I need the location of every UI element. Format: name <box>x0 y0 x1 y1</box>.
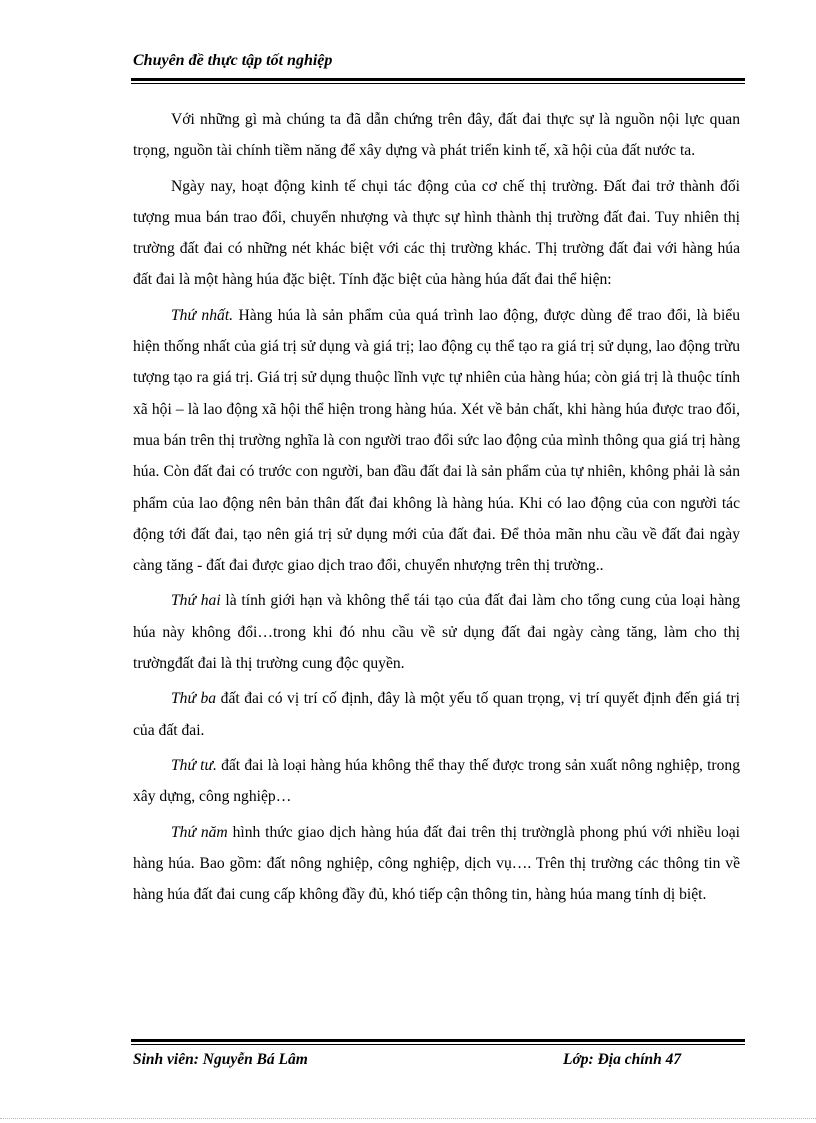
page-footer <box>131 1051 745 1075</box>
paragraph <box>133 171 740 296</box>
paragraph-text: hình thức giao dịch hàng húa đất đai trên thị trườnglà phong phú với nhiều loại hàng húa. Bao gồm: đất nông nghiệp, công nghiệp, dịch vụ…. Trên thị trường các thông tin về hàng húa đất đai cung cấp không đầy đủ, khó tiếp cận thông tin, hàng húa mang tính dị biệt. <box>133 823 740 904</box>
paragraph-text: đất đai là loại hàng húa không thể thay thế được trong sản xuất nông nghiệp, trong xây dựng, công nghiệp… <box>133 756 741 806</box>
paragraph-lead: Thứ nhất. <box>171 306 234 324</box>
paragraph <box>133 585 740 679</box>
paragraph <box>133 300 740 582</box>
paragraph <box>133 750 740 813</box>
paragraph-text: Hàng húa là sản phẩm của quá trình lao động, được dùng để trao đổi, là biểu hiện thống nhất của giá trị sử dụng và giá trị; lao động cụ thể tạo ra giá trị sử dụng, lao động trừu tượng tạo ra giá trị. Giá trị sử dụng thuộc lĩnh vực tự nhiên của hàng húa; còn giá trị là thuộc tính xã hội – là lao động xã hội thể hiện trong hàng húa. Xét về bản chất, khi hàng húa được trao đổi, mua bán trên thị trường nghĩa là con người trao đổi sức lao động của mình thông qua giá trị hàng húa. Còn đất đai có trước con người, ban đầu đất đai là sản phẩm của tự nhiên, không phải là sản phẩm của lao động nên bản thân đất đai không là hàng húa. Khi có lao động của con người tác động tới đất đai, tạo nên giá trị sử dụng mới của đất đai. Để thỏa mãn nhu cầu về đất đai ngày càng tăng - đất đai được giao dịch trao đổi, chuyển nhượng trên thị trường.. <box>133 306 741 575</box>
paragraph-lead: Thứ năm <box>171 823 228 841</box>
paragraph-text: Ngày nay, hoạt động kinh tế chụi tác động của cơ chế thị trường. Đất đai trở thành đối tượng mua bán trao đổi, chuyển nhượng và thực sự hình thành thị trường đất đai. Tuy nhiên thị trường đất đai có những nét khác biệt với các thị trường khác. Thị trường đất đai với hàng húa đất đai là một hàng húa đặc biệt. Tính đặc biệt của hàng húa đất đai thể hiện: <box>133 177 740 289</box>
footer-rule <box>131 1039 745 1045</box>
header-title: Chuyên đề thực tập tốt nghiệp <box>133 52 333 69</box>
paragraph <box>133 817 740 911</box>
page-edge-divider <box>0 1118 816 1119</box>
page-header <box>131 50 745 78</box>
paragraph <box>133 104 740 167</box>
paragraph-lead: Thứ tư. <box>171 756 217 774</box>
paragraph-text: đất đai có vị trí cố định, đây là một yếu tố quan trọng, vị trí quyết định đến giá trị của đất đai. <box>133 690 741 739</box>
paragraph <box>133 683 740 746</box>
header-rule <box>131 78 745 84</box>
paragraph-text: Với những gì mà chúng ta đã dẫn chứng trên đây, đất đai thực sự là nguồn nội lực quan trọng, nguồn tài chính tiềm năng để xây dựng và phát triển kinh tế, xã hội của đất nước ta. <box>133 111 740 160</box>
paragraph-text: là tính giới hạn và không thể tái tạo của đất đai làm cho tổng cung của loại hàng húa này không đổi…trong khi đó nhu cầu về sử dụng đất đai ngày càng tăng, làm cho thị trườngđất đai là thị trường cung độc quyền. <box>133 592 740 673</box>
paragraph-lead: Thứ ba <box>171 690 217 708</box>
footer-student: Sinh viên: Nguyễn Bá Lâm <box>133 1051 308 1068</box>
document-body <box>133 104 740 914</box>
footer-class: Lớp: Địa chính 47 <box>563 1051 682 1068</box>
paragraph-lead: Thứ hai <box>171 592 221 610</box>
